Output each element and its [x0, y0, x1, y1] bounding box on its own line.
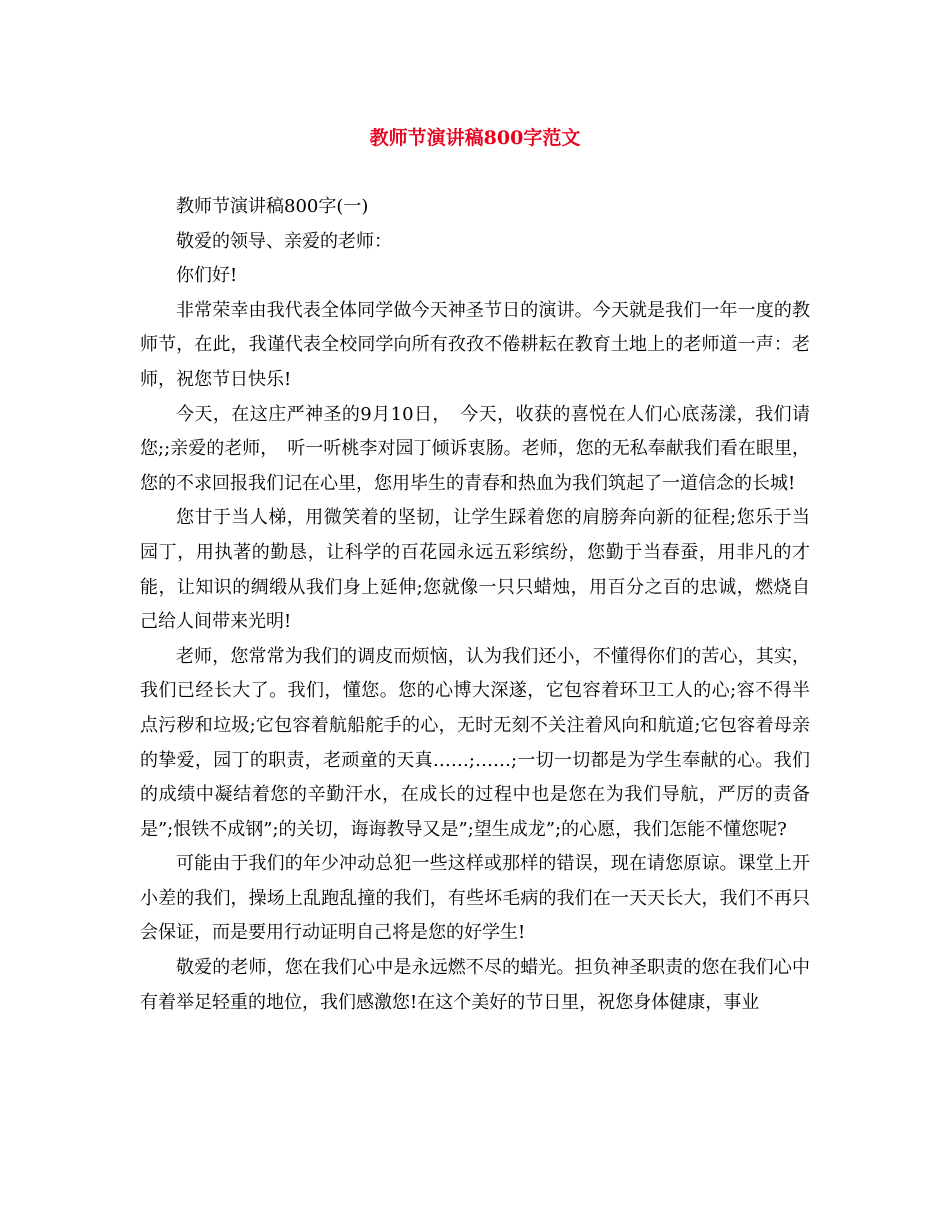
body-paragraph: 敬爱的老师，您在我们心中是永远燃不尽的蜡光。担负神圣职责的您在我们心中有着举足轻重的地位，我们感激您!在这个美好的节日里，祝您身体健康，事业 [140, 957, 810, 1013]
body-paragraph: 老师，您常常为我们的调皮而烦恼，认为我们还小，不懂得你们的苦心，其实，我们已经长大了。我们，懂您。您的心博大深遂，它包容着环卫工人的心;容不得半点污秽和垃圾;它包容着航船舵手的心，无时无刻不关注着风向和航道;它包容着母亲的挚爱，园丁的职责，老顽童的天真……;……;一切一切都是为学生奉献的心。我们的成绩中凝结着您的辛勤汗水，在成长的过程中也是您在为我们导航，严厉的责备是”;恨铁不成钢”;的关切，诲诲教导又是”;望生成龙”;的心愿，我们怎能不懂您呢? [140, 645, 810, 840]
body-paragraph: 可能由于我们的年少冲动总犯一些这样或那样的错误，现在请您原谅。课堂上开小差的我们，操场上乱跑乱撞的我们，有些坏毛病的我们在一天天长大，我们不再只会保证，而是要用行动证明自己将是您的好学生! [140, 853, 810, 944]
body-paragraph: 今天，在这庄严神圣的9月10日， 今天，收获的喜悦在人们心底荡漾，我们请您;;亲爱的老师， 听一听桃李对园丁倾诉衷肠。老师，您的无私奉献我们看在眼里，您的不求回报我们记在心里，您用毕生的青春和热血为我们筑起了一道信念的长城! [140, 403, 810, 494]
body-paragraph: 非常荣幸由我代表全体同学做今天神圣节日的演讲。今天就是我们一年一度的教师节，在此，我谨代表全校同学向所有孜孜不倦耕耘在教育土地上的老师道一声：老师，祝您节日快乐! [140, 299, 810, 390]
greeting-paragraph: 你们好! [176, 265, 238, 287]
salutation-paragraph: 敬爱的领导、亲爱的老师： [176, 230, 392, 252]
subtitle-paragraph: 教师节演讲稿800字(一) [176, 196, 369, 217]
body-paragraph: 您甘于当人梯，用微笑着的坚韧，让学生踩着您的肩膀奔向新的征程;您乐于当园丁，用执著的勤恳，让科学的百花园永远五彩缤纷，您勤于当春蚕，用非凡的才能，让知识的绸缎从我们身上延伸;您就像一只只蜡烛，用百分之百的忠诚，燃烧自己给人间带来光明! [140, 507, 810, 633]
document-title: 教师节演讲稿800字范文 [369, 127, 581, 149]
document-body [140, 190, 810, 1020]
